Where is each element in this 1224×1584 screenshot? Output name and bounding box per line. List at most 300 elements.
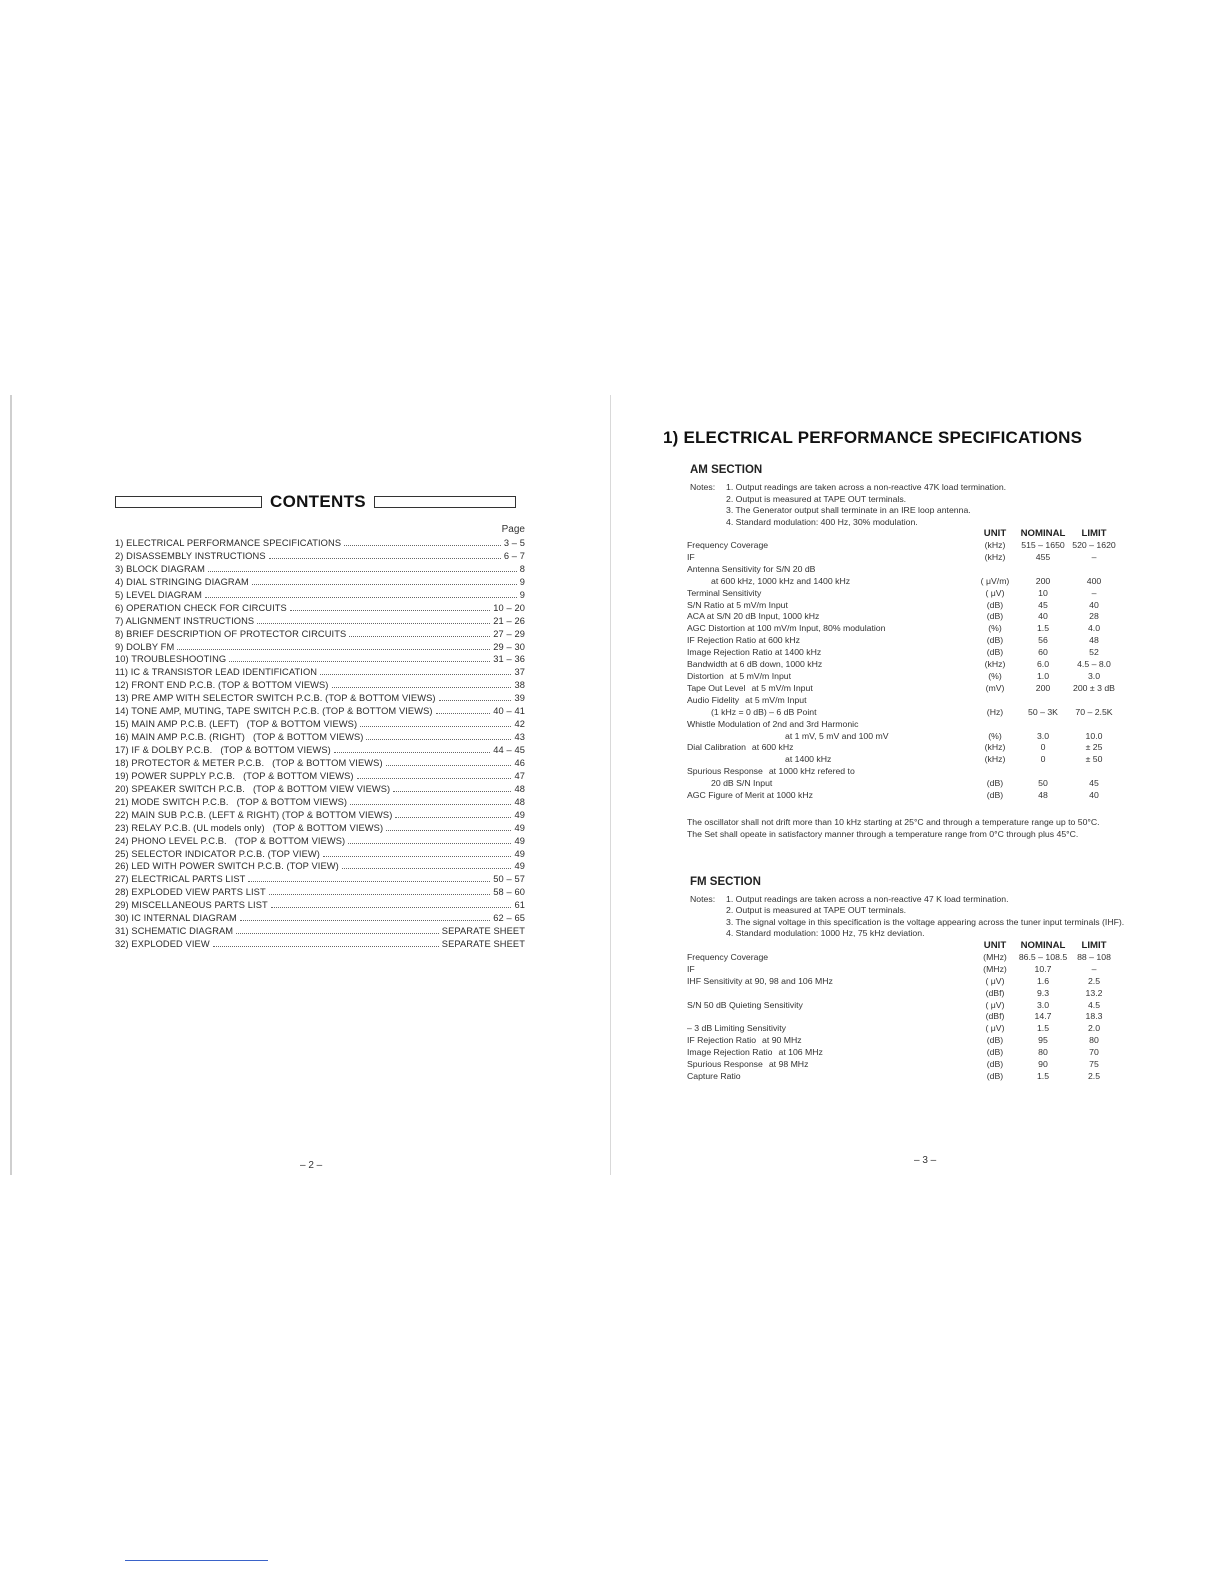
contents-item-page: 48: [514, 796, 525, 807]
spec-nominal: 60: [1038, 647, 1048, 658]
contents-item-title: 27) ELECTRICAL PARTS LIST: [115, 874, 246, 885]
contents-item: [115, 705, 525, 718]
spec-nominal: 56: [1038, 635, 1048, 646]
contents-item-leader: [366, 739, 511, 740]
contents-item: [115, 912, 525, 925]
spec-limit: 80: [1089, 1035, 1099, 1046]
page-heading: 1) ELECTRICAL PERFORMANCE SPECIFICATIONS: [663, 428, 1083, 447]
contents-item-title: 18) PROTECTOR & METER P.C.B.: [115, 757, 265, 768]
spec-nominal: 1.5: [1036, 1071, 1050, 1081]
contents-item-page: 49: [514, 861, 525, 872]
spec-parameter: [687, 576, 975, 588]
specifications-page: [663, 428, 1131, 1083]
spec-parameter-text: Capture Ratio: [687, 1071, 741, 1081]
spec-row: [687, 540, 1117, 552]
spec-row: [687, 588, 1117, 600]
contents-item-note: (TOP & BOTTOM VIEWS): [252, 732, 364, 743]
spec-unit: (dB): [986, 1059, 1004, 1070]
spec-row: [687, 1035, 1117, 1047]
contents-item-note: (TOP & BOTTOM VIEWS): [220, 745, 331, 755]
contents-item: [115, 576, 525, 589]
spec-row: [687, 1047, 1117, 1059]
contents-item-page: 42: [514, 719, 525, 730]
contents-item-leader: [229, 661, 490, 662]
spec-row: [687, 976, 1117, 988]
spec-row: [687, 1059, 1117, 1071]
spec-row: [687, 719, 1117, 731]
spec-parameter-text: ACA at S/N 20 dB Input, 1000 kHz: [687, 611, 820, 622]
contents-item-page: 37: [514, 667, 525, 678]
spec-limit: 2.5: [1087, 975, 1101, 986]
spec-limit: 18.3: [1085, 1011, 1103, 1022]
spec-parameter: [687, 1047, 975, 1059]
spec-parameter: [687, 1023, 975, 1035]
spec-unit: (MHz): [983, 951, 1007, 962]
spec-nominal: 48: [1038, 790, 1048, 801]
spec-parameter-text: IF Rejection Ratio at 600 kHz: [687, 635, 800, 646]
contents-item-page: 58 – 60: [493, 887, 525, 898]
contents-item-title: 10) TROUBLESHOOTING: [115, 654, 227, 665]
spec-nominal: 3.0: [1036, 730, 1050, 741]
contents-item-page: 49: [514, 848, 525, 859]
contents-item: [115, 589, 525, 602]
contents-item-leader: [360, 726, 511, 727]
spec-parameter: [687, 540, 975, 552]
contents-item-page: 50 – 57: [493, 874, 525, 885]
contents-item-page: 40 – 41: [493, 706, 525, 717]
page-number-right: – 3 –: [914, 1155, 937, 1166]
spec-limit: 40: [1089, 599, 1099, 610]
spec-unit: (%): [988, 670, 1002, 681]
spec-unit: (dB): [986, 635, 1004, 646]
spec-nominal: 9.3: [1036, 987, 1050, 998]
spec-unit: (MHz): [983, 963, 1007, 974]
spec-limit: 75: [1089, 1059, 1099, 1070]
contents-item: [115, 835, 525, 848]
spec-row: [687, 695, 1117, 707]
spec-parameter-text: AGC Figure of Merit at 1000 kHz: [687, 790, 814, 801]
header-rule-left: [115, 496, 262, 508]
spec-nominal: 0: [1040, 754, 1046, 765]
spec-unit: (dB): [986, 599, 1004, 610]
contents-item-page: 62 – 65: [493, 913, 525, 924]
spec-parameter-text: – 3 dB Limiting Sensitivity: [687, 1023, 786, 1034]
spec-unit: (kHz): [984, 659, 1006, 670]
contents-item-page: 49: [514, 822, 525, 833]
contents-item-title: 29) MISCELLANEOUS PARTS LIST: [115, 900, 268, 911]
contents-item: [115, 628, 525, 641]
spec-parameter-text: IF: [687, 963, 695, 974]
spec-unit: (dB): [986, 778, 1004, 789]
spec-parameter: [687, 611, 975, 623]
note-line: 2. Output is measured at TAPE OUT terminals.: [726, 905, 907, 916]
contents-item-page: 38: [514, 680, 525, 691]
spec-unit: (Hz): [986, 706, 1004, 717]
spec-parameter: [687, 731, 975, 743]
spec-row: [687, 790, 1117, 802]
spec-unit: (kHz): [984, 754, 1006, 765]
spec-unit: (dBf): [985, 987, 1005, 998]
spec-limit: 2.0: [1087, 1023, 1101, 1034]
page-column-label: Page: [501, 524, 525, 535]
spec-nominal: [1015, 564, 1071, 576]
am-spec-table: [687, 528, 1117, 802]
spec-parameter-text: at 600 kHz, 1000 kHz and 1400 kHz: [711, 575, 851, 586]
spec-row: [687, 623, 1117, 635]
spec-unit: [975, 695, 1015, 707]
am-notes-label: Notes:: [690, 482, 716, 492]
spec-parameter: [687, 647, 975, 659]
spec-row: [687, 671, 1117, 683]
spec-parameter: [687, 778, 975, 790]
spec-parameter: [687, 707, 975, 719]
contents-item-title: 4) DIAL STRINGING DIAGRAM: [115, 576, 249, 587]
fm-notes-label: Notes:: [690, 893, 716, 904]
spec-parameter: [687, 1011, 975, 1023]
spec-limit: 400: [1086, 575, 1102, 586]
contents-item-note: (TOP & BOTTOM VIEWS): [246, 719, 358, 730]
spec-parameter-text: AGC Distortion at 100 mV/m Input, 80% modulation: [687, 623, 886, 634]
col-header-nominal: NOMINAL: [1020, 939, 1066, 951]
spec-parameter-condition: at 98 MHz: [768, 1059, 809, 1070]
spec-limit: 45: [1089, 778, 1099, 789]
note-line: 1. Output readings are taken across a non-reactive 47K load termination.: [726, 482, 1007, 492]
spec-row: [687, 766, 1117, 778]
contents-item-leader: [236, 933, 439, 934]
spec-parameter-condition: at 90 MHz: [762, 1035, 802, 1046]
spec-limit: ± 50: [1085, 754, 1103, 765]
spec-parameter: [687, 552, 975, 564]
contents-item-title: 15) MAIN AMP P.C.B. (LEFT): [115, 719, 239, 730]
contents-item-note: (TOP & BOTTOM VIEWS): [236, 796, 348, 807]
fm-spec-table: [687, 940, 1117, 1083]
contents-item-page: 61: [514, 900, 525, 911]
contents-item-leader: [213, 946, 439, 947]
contents-item: [115, 809, 525, 822]
contents-item-leader: [349, 636, 490, 637]
spec-limit: ± 25: [1085, 742, 1103, 753]
contents-item-leader: [320, 674, 511, 675]
contents-item-page: 29 – 30: [493, 641, 525, 652]
page-edge-left: [10, 395, 12, 1175]
spec-unit: (dB): [986, 1047, 1004, 1058]
spec-parameter: [687, 1059, 975, 1071]
contents-item-leader: [386, 765, 512, 766]
contents-item: [115, 938, 525, 951]
contents-item-leader: [436, 713, 491, 714]
contents-item-title: 8) BRIEF DESCRIPTION OF PROTECTOR CIRCUITS: [115, 628, 347, 639]
contents-item-page: SEPARATE SHEET: [441, 926, 525, 937]
spec-limit: 52: [1089, 647, 1099, 658]
contents-item-page: 44 – 45: [493, 745, 525, 755]
contents-item-title: 19) POWER SUPPLY P.C.B.: [115, 770, 236, 781]
spec-limit: 2.5: [1087, 1071, 1101, 1081]
spec-unit: ( μV): [985, 587, 1005, 598]
spec-unit: ( μV): [985, 1023, 1005, 1034]
contents-item-page: 48: [514, 783, 525, 794]
spec-unit: (kHz): [984, 551, 1006, 562]
fm-section-title: FM SECTION: [690, 875, 761, 888]
spec-limit: [1071, 719, 1117, 731]
contents-item-title: 11) IC & TRANSISTOR LEAD IDENTIFICATION: [115, 667, 318, 678]
spec-parameter: [687, 1071, 975, 1083]
contents-item-page: 6 – 7: [503, 550, 525, 561]
contents-list: [115, 537, 525, 951]
note-line: 3. The signal voltage in this specification is the voltage appearing across the tuner input terminals (IHF).: [726, 916, 1125, 927]
spec-parameter: [687, 766, 975, 778]
contents-item: [115, 537, 525, 550]
contents-item-leader: [205, 597, 517, 598]
spec-unit: ( μV): [985, 975, 1005, 986]
note-line: 4. Standard modulation: 400 Hz, 30% modulation.: [726, 516, 918, 527]
spec-unit: (dB): [986, 611, 1004, 622]
spec-parameter-condition: at 106 MHz: [778, 1047, 823, 1058]
contents-item: [115, 550, 525, 563]
spec-parameter-condition: at 5 mV/m Input: [751, 682, 813, 693]
spec-parameter-text: S/N Ratio at 5 mV/m Input: [687, 599, 788, 610]
contents-item: [115, 925, 525, 938]
spec-unit: ( μV/m): [980, 575, 1010, 586]
spec-nominal: 1.6: [1036, 975, 1050, 986]
spec-nominal: 200: [1035, 575, 1051, 586]
contents-item: [115, 848, 525, 861]
contents-item-title: 16) MAIN AMP P.C.B. (RIGHT): [115, 732, 245, 743]
fm-section: [663, 876, 1131, 1083]
spec-parameter: [687, 742, 975, 754]
spec-unit: [975, 719, 1015, 731]
contents-item: [115, 770, 525, 783]
spec-unit: (dBf): [985, 1011, 1005, 1022]
spec-unit: (dB): [986, 1035, 1004, 1046]
spec-parameter-text: IHF Sensitivity at 90, 98 and 106 MHz: [687, 975, 833, 986]
spec-row: [687, 683, 1117, 695]
contents-item-leader: [439, 700, 512, 701]
spec-row: [687, 611, 1117, 623]
contents-item-page: 27 – 29: [493, 628, 525, 639]
header-rule-right: [374, 496, 516, 508]
spec-limit: [1071, 564, 1117, 576]
contents-item: [115, 783, 525, 796]
contents-item-leader: [208, 571, 517, 572]
spec-unit: (dB): [986, 647, 1004, 658]
spec-row: [687, 1071, 1117, 1083]
contents-item: [115, 666, 525, 679]
contents-item-page: 31 – 36: [493, 654, 525, 665]
note-line: 1. Output readings are taken across a non-reactive 47 K load termination.: [726, 893, 1009, 904]
spec-parameter: [687, 623, 975, 635]
spec-parameter: [687, 695, 975, 707]
spec-unit: (dB): [986, 1071, 1004, 1081]
col-header-limit: LIMIT: [1081, 528, 1107, 539]
contents-item: [115, 757, 525, 770]
spec-unit: (%): [988, 730, 1002, 741]
spec-limit: 520 – 1620: [1072, 540, 1116, 550]
contents-item: [115, 641, 525, 654]
spec-parameter-text: S/N 50 dB Quieting Sensitivity: [687, 999, 803, 1010]
remark-text: The oscillator shall not drift more than 10 kHz starting at 25°C and through a temperature range up to 50°C.: [687, 816, 1100, 827]
contents-item-leader: [334, 752, 490, 753]
spec-nominal: [1015, 766, 1071, 778]
contents-item-note: (TOP & BOTTOM VIEWS): [243, 770, 354, 781]
contents-item: [115, 731, 525, 744]
spec-parameter: [687, 952, 975, 964]
spec-parameter: [687, 976, 975, 988]
page-fold: [610, 395, 611, 1175]
spec-nominal: 40: [1038, 611, 1048, 622]
contents-item-title: 28) EXPLODED VIEW PARTS LIST: [115, 887, 266, 898]
contents-item-title: 31) SCHEMATIC DIAGRAM: [115, 926, 234, 937]
contents-item-leader: [177, 649, 490, 650]
spec-row: [687, 1011, 1117, 1023]
note-line: 4. Standard modulation: 1000 Hz, 75 kHz deviation.: [726, 928, 925, 939]
contents-item-page: SEPARATE SHEET: [441, 939, 525, 950]
contents-item: [115, 563, 525, 576]
spec-parameter: [687, 1035, 975, 1047]
spec-parameter: [687, 1000, 975, 1012]
spec-nominal: 50: [1038, 778, 1048, 789]
contents-item-leader: [271, 907, 512, 908]
bottom-underline: [125, 1560, 268, 1561]
contents-item-title: 3) BLOCK DIAGRAM: [115, 563, 205, 574]
spec-row: [687, 552, 1117, 564]
contents-item-title: 9) DOLBY FM: [115, 641, 175, 652]
contents-item-title: 7) ALIGNMENT INSTRUCTIONS: [115, 615, 255, 626]
spec-parameter-text: IF: [687, 551, 695, 562]
contents-item: [115, 653, 525, 666]
spec-nominal: 50 – 3K: [1028, 706, 1058, 717]
contents-item-page: 8: [519, 563, 525, 574]
page-number-left: – 2 –: [300, 1160, 323, 1171]
spec-nominal: 1.5: [1036, 623, 1050, 634]
spec-parameter-text: Audio Fidelity: [687, 694, 740, 705]
col-header-nominal: NOMINAL: [1020, 528, 1066, 539]
contents-item: [115, 886, 525, 899]
spec-limit: 70 – 2.5K: [1075, 706, 1113, 717]
spec-nominal: 3.0: [1036, 999, 1050, 1010]
contents-title: CONTENTS: [270, 492, 366, 511]
spec-row: [687, 988, 1117, 1000]
contents-item: [115, 679, 525, 692]
spec-parameter-condition: at 5 mV/m Input: [745, 694, 807, 705]
spec-limit: 4.5 – 8.0: [1077, 659, 1111, 670]
spec-unit: (dB): [986, 790, 1004, 801]
spec-row: [687, 707, 1117, 719]
spec-nominal: 200: [1035, 682, 1051, 693]
spec-parameter: [687, 564, 975, 576]
spec-row: [687, 647, 1117, 659]
contents-item-title: 25) SELECTOR INDICATOR P.C.B. (TOP VIEW): [115, 848, 320, 859]
contents-item-title: 17) IF & DOLBY P.C.B.: [115, 745, 213, 755]
spec-nominal: 6.0: [1036, 659, 1050, 670]
contents-item-title: 26) LED WITH POWER SWITCH P.C.B. (TOP VIEW): [115, 861, 339, 872]
fm-notes: [690, 894, 1131, 940]
spec-parameter: [687, 790, 975, 802]
contents-item: [115, 692, 525, 705]
spec-row: [687, 754, 1117, 766]
spec-parameter-condition: at 5 mV/m Input: [729, 670, 792, 681]
col-header-limit: LIMIT: [1081, 939, 1107, 951]
spec-nominal: 1.5: [1036, 1023, 1050, 1034]
spec-row: [687, 952, 1117, 964]
spec-parameter: [687, 719, 975, 731]
spec-row: [687, 659, 1117, 671]
spec-parameter-text: 20 dB S/N Input: [711, 778, 773, 789]
contents-item-note: (TOP & BOTTOM VIEWS): [234, 835, 346, 846]
spec-limit: 40: [1089, 790, 1099, 801]
spec-parameter-text: Whistle Modulation of 2nd and 3rd Harmonic: [687, 718, 859, 729]
am-section: [663, 464, 1131, 840]
spec-limit: 10.0: [1085, 730, 1103, 741]
spec-row: [687, 1000, 1117, 1012]
contents-item-leader: [395, 817, 511, 818]
spec-nominal: 0: [1040, 742, 1046, 753]
spec-limit: 4.5: [1087, 999, 1101, 1010]
am-notes: [690, 482, 1131, 528]
spec-parameter: [687, 600, 975, 612]
spec-limit: –: [1091, 551, 1097, 562]
spec-unit: (%): [988, 623, 1002, 634]
spec-parameter: [687, 964, 975, 976]
spec-nominal: [1015, 695, 1071, 707]
contents-item-title: 22) MAIN SUB P.C.B. (LEFT & RIGHT) (TOP & BOTTOM VIEWS): [115, 809, 393, 820]
contents-item-leader: [348, 843, 511, 844]
spec-parameter: [687, 671, 975, 683]
spec-parameter-text: Image Rejection Ratio at 1400 kHz: [687, 647, 822, 658]
contents-header: [115, 488, 525, 516]
contents-item: [115, 796, 525, 809]
spec-nominal: 515 – 1650: [1021, 540, 1065, 550]
contents-item-page: 9: [519, 589, 525, 600]
spec-parameter-text: Spurious Response: [687, 766, 763, 777]
spec-limit: 200 ± 3 dB: [1073, 682, 1115, 693]
spec-nominal: 10: [1038, 587, 1048, 598]
contents-item-title: 12) FRONT END P.C.B. (TOP & BOTTOM VIEWS): [115, 680, 329, 691]
contents-item-note: (TOP & BOTTOM VIEW VIEWS): [252, 783, 391, 794]
spec-unit: [975, 766, 1015, 778]
contents-item-leader: [240, 920, 490, 921]
spec-nominal: [1015, 719, 1071, 731]
contents-item-page: 39: [514, 693, 525, 704]
spec-row: [687, 576, 1117, 588]
spec-limit: 3.0: [1087, 670, 1101, 681]
spec-row: [687, 600, 1117, 612]
contents-item: [115, 873, 525, 886]
spec-nominal: 10.7: [1034, 963, 1052, 974]
contents-item-leader: [350, 804, 511, 805]
spec-parameter-text: Frequency Coverage: [687, 951, 769, 962]
contents-item-title: 13) PRE AMP WITH SELECTOR SWITCH P.C.B. (TOP & BOTTOM VIEWS): [115, 693, 436, 704]
spec-parameter-text: IF Rejection Ratio: [687, 1035, 757, 1046]
spec-nominal: 95: [1038, 1035, 1048, 1046]
contents-item: [115, 718, 525, 731]
contents-item-page: 47: [514, 770, 525, 781]
spec-parameter-condition: at 1000 kHz refered to: [768, 766, 855, 777]
spec-nominal: 1.0: [1036, 670, 1050, 681]
spec-row: [687, 742, 1117, 754]
remark-text: The Set shall opeate in satisfactory manner through a temperature range from 0°C through plus 45°C.: [687, 828, 1079, 839]
contents-page: [115, 488, 525, 951]
spec-parameter-text: Antenna Sensitivity for S/N 20 dB: [687, 563, 816, 574]
spec-parameter-text: Distortion: [687, 670, 724, 681]
spec-parameter-text: Bandwidth at 6 dB down, 1000 kHz: [687, 659, 823, 670]
contents-item-title: 21) MODE SWITCH P.C.B.: [115, 796, 229, 807]
spec-parameter-text: Terminal Sensitivity: [687, 587, 762, 598]
note-line: 2. Output is measured at TAPE OUT terminals.: [726, 493, 907, 504]
contents-item-leader: [386, 830, 511, 831]
contents-item-title: 30) IC INTERNAL DIAGRAM: [115, 913, 237, 924]
contents-item-page: 3 – 5: [503, 538, 525, 548]
spec-parameter: [687, 635, 975, 647]
